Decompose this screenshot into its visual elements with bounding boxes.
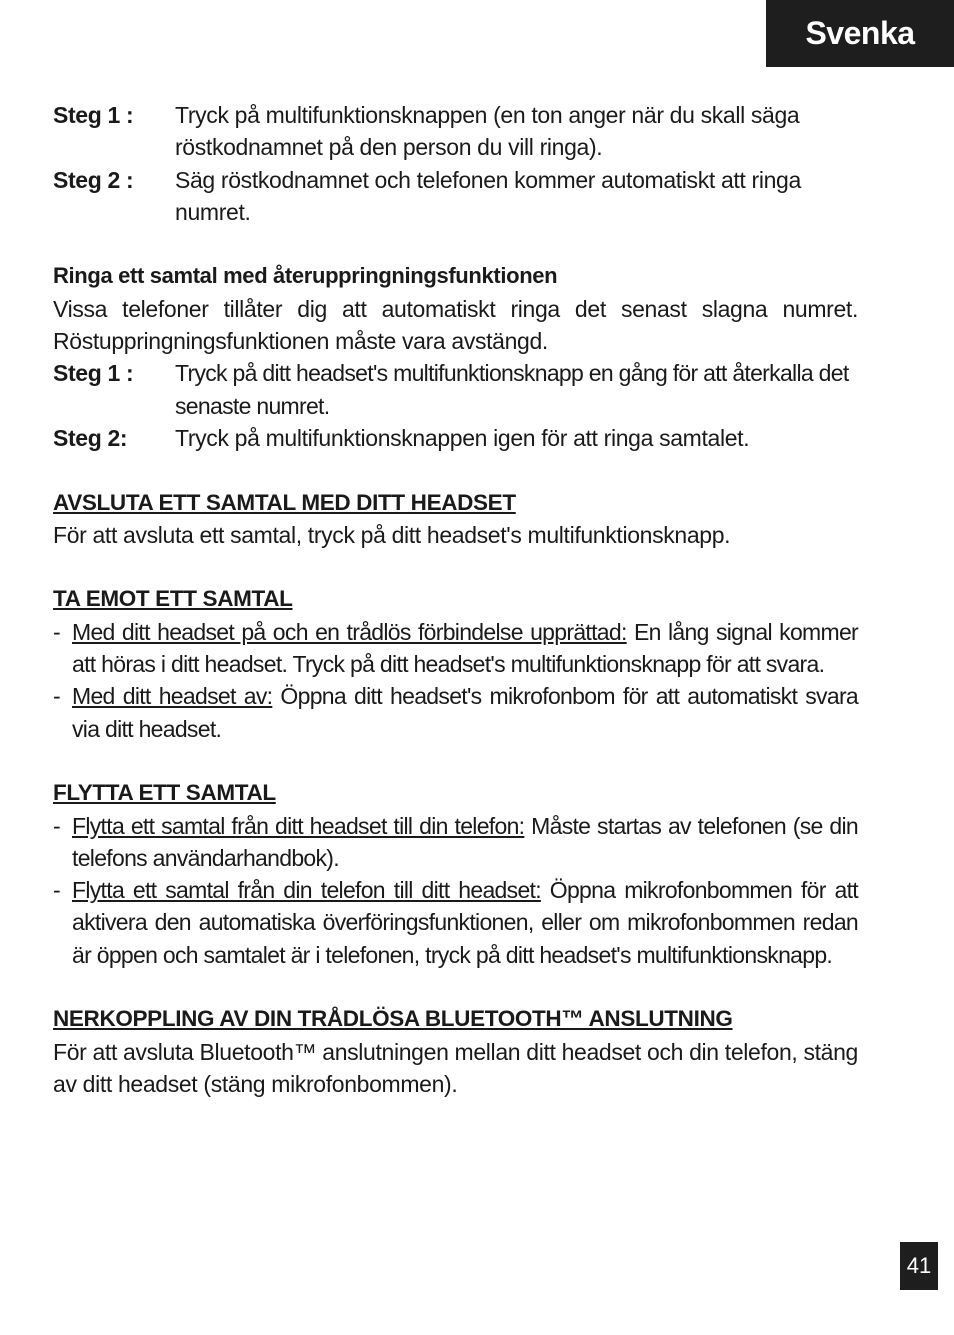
list-item-lead: Med ditt headset på och en trådlös förbindelse upprättad:: [72, 618, 627, 645]
list-item-body: Öppna mikrofonbommen för att aktivera den automatiska överföringsfunktionen, eller om mikrofonbommen redan är öppen och samtalet är i telefonen, tryck på ditt headset's multifunktionsknapp.: [72, 877, 858, 968]
step-label: Steg 1 :: [53, 102, 134, 128]
step-row: [53, 422, 858, 454]
bullet-dash: -: [53, 618, 61, 645]
list-item-body: Öppna ditt headset's mikrofonbom för att automatiskt svara via ditt headset.: [72, 683, 859, 742]
page-number: 41: [900, 1242, 938, 1290]
step-text: Tryck på multifunktionsknappen (en ton anger när du skall säga röstkodnamnet på den person du vill ringa).: [175, 102, 800, 161]
list-item-text: [72, 616, 858, 681]
list-item: [53, 874, 858, 971]
bullet-dash: -: [53, 683, 61, 710]
step-label: Steg 2:: [53, 424, 128, 451]
end-call-heading: AVSLUTA ETT SAMTAL MED DITT HEADSET: [53, 489, 516, 515]
receive-call-heading: TA EMOT ETT SAMTAL: [53, 586, 293, 612]
transfer-call-heading: FLYTTA ETT SAMTAL: [53, 780, 276, 806]
list-item-body: Måste startas av telefonen (se din telefons användarhandbok).: [72, 812, 858, 871]
list-item-lead: Flytta ett samtal från din telefon till ditt headset:: [72, 877, 541, 904]
list-item-lead: Med ditt headset av:: [72, 683, 273, 710]
list-item: [53, 810, 858, 875]
list-item-text: [72, 810, 858, 875]
bullet-dash: -: [53, 812, 61, 839]
list-item-text: [72, 680, 858, 745]
list-item-lead: Flytta ett samtal från ditt headset till din telefon:: [72, 812, 525, 839]
bullet-dash: -: [53, 877, 61, 904]
disconnect-body: För att avsluta Bluetooth™ anslutningen mellan ditt headset och din telefon, stäng av ditt headset (stäng mikrofonbommen).: [53, 1038, 858, 1097]
manual-content: [53, 99, 858, 1100]
step-row: [53, 164, 858, 229]
step-label: Steg 2 :: [53, 166, 134, 193]
end-call-body: För att avsluta ett samtal, tryck på ditt headset's multifunktionsknapp.: [53, 521, 731, 548]
list-item-body: En lång signal kommer att höras i ditt headset. Tryck på ditt headset's multifunktionsknapp för att svara.: [72, 618, 858, 678]
step-text: Säg röstkodnamnet och telefonen kommer automatiskt att ringa numret.: [175, 166, 801, 225]
language-tab: Svenka: [766, 0, 954, 67]
step-row: [53, 357, 858, 422]
list-item: [53, 616, 858, 681]
redial-body: Vissa telefoner tillåter dig att automatiskt ringa det senast slagna numret. Röstuppringningsfunktionen måste vara avstängd.: [53, 295, 858, 355]
redial-heading: Ringa ett samtal med återuppringningsfunktionen: [53, 263, 558, 289]
list-item: [53, 680, 858, 745]
step-row: [53, 99, 858, 164]
list-item-text: [72, 874, 858, 971]
step-label: Steg 1 :: [53, 360, 134, 387]
disconnect-heading: NERKOPPLING AV DIN TRÅDLÖSA BLUETOOTH™ ANSLUTNING: [53, 1006, 733, 1032]
step-text: Tryck på ditt headset's multifunktionsknapp en gång för att återkalla det senaste numret.: [175, 360, 849, 419]
step-text: Tryck på multifunktionsknappen igen för att ringa samtalet.: [175, 424, 750, 451]
